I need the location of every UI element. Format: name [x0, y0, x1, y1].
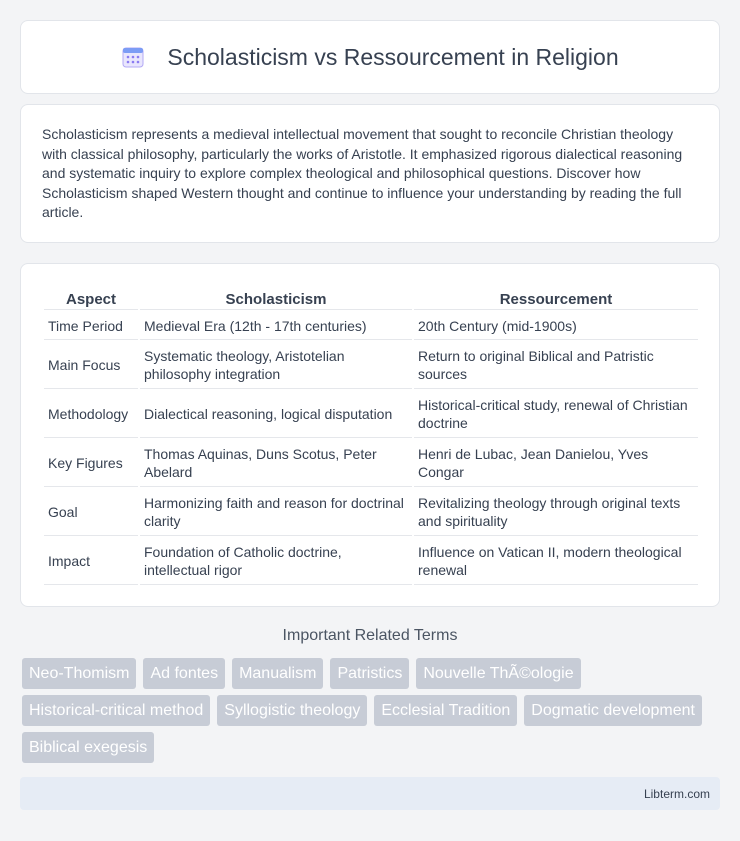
table-cell: Systematic theology, Aristotelian philosophy integration — [140, 342, 412, 389]
footer — [20, 777, 720, 810]
related-terms-list — [22, 658, 722, 769]
comparison-table — [42, 284, 700, 587]
table-cell: Revitalizing theology through original texts and spirituality — [414, 489, 698, 536]
table-cell: Historical-critical study, renewal of Christian doctrine — [414, 391, 698, 438]
table-cell: Return to original Biblical and Patristic sources — [414, 342, 698, 389]
table-cell: Henri de Lubac, Jean Danielou, Yves Congar — [414, 440, 698, 487]
page-title: Scholasticism vs Ressourcement in Religion — [167, 43, 619, 70]
table-row — [44, 489, 698, 536]
table-cell: Impact — [44, 538, 138, 585]
table-cell: Medieval Era (12th - 17th centuries) — [140, 312, 412, 340]
table-cell: Methodology — [44, 391, 138, 438]
term-tag[interactable]: Ecclesial Tradition — [374, 695, 517, 726]
calendar-icon — [121, 45, 145, 69]
table-cell: 20th Century (mid-1900s) — [414, 312, 698, 340]
term-tag[interactable]: Historical-critical method — [22, 695, 210, 726]
table-row — [44, 391, 698, 438]
comparison-card — [20, 263, 720, 607]
intro-text: Scholasticism represents a medieval intellectual movement that sought to reconcile Christian theology with classical philosophy, particularly the works of Aristotle. It emphasized rigorous dialectical reasoning and systematic inquiry to explore complex theological and philosophical questions. Discover how Scholasticism shaped Western thought and continue to influence your understanding by reading the full article. — [42, 126, 683, 221]
table-row — [44, 312, 698, 340]
table-cell: Key Figures — [44, 440, 138, 487]
term-tag[interactable]: Dogmatic development — [524, 695, 702, 726]
header-ressourcement: Ressourcement — [414, 286, 698, 310]
table-cell: Time Period — [44, 312, 138, 340]
header-scholasticism: Scholasticism — [140, 286, 412, 310]
term-tag[interactable]: Manualism — [232, 658, 323, 689]
table-cell: Dialectical reasoning, logical disputation — [140, 391, 412, 438]
term-tag[interactable]: Nouvelle ThÃ©ologie — [416, 658, 580, 689]
term-tag[interactable]: Ad fontes — [143, 658, 225, 689]
term-tag[interactable]: Patristics — [330, 658, 409, 689]
table-cell: Foundation of Catholic doctrine, intellectual rigor — [140, 538, 412, 585]
term-tag[interactable]: Neo-Thomism — [22, 658, 136, 689]
table-row — [44, 440, 698, 487]
footer-site-link[interactable]: Libterm.com — [643, 786, 710, 801]
term-tag[interactable]: Syllogistic theology — [217, 695, 367, 726]
table-cell: Harmonizing faith and reason for doctrinal clarity — [140, 489, 412, 536]
table-header-row — [44, 286, 698, 310]
intro-card — [20, 104, 720, 243]
table-cell: Goal — [44, 489, 138, 536]
term-tag[interactable]: Biblical exegesis — [22, 732, 154, 763]
related-terms-title: Important Related Terms — [282, 627, 458, 644]
table-row — [44, 538, 698, 585]
header-card — [20, 20, 720, 94]
table-row — [44, 342, 698, 389]
header-aspect: Aspect — [44, 286, 138, 310]
table-cell: Influence on Vatican II, modern theological renewal — [414, 538, 698, 585]
table-cell: Thomas Aquinas, Duns Scotus, Peter Abelard — [140, 440, 412, 487]
table-cell: Main Focus — [44, 342, 138, 389]
header — [121, 44, 618, 71]
